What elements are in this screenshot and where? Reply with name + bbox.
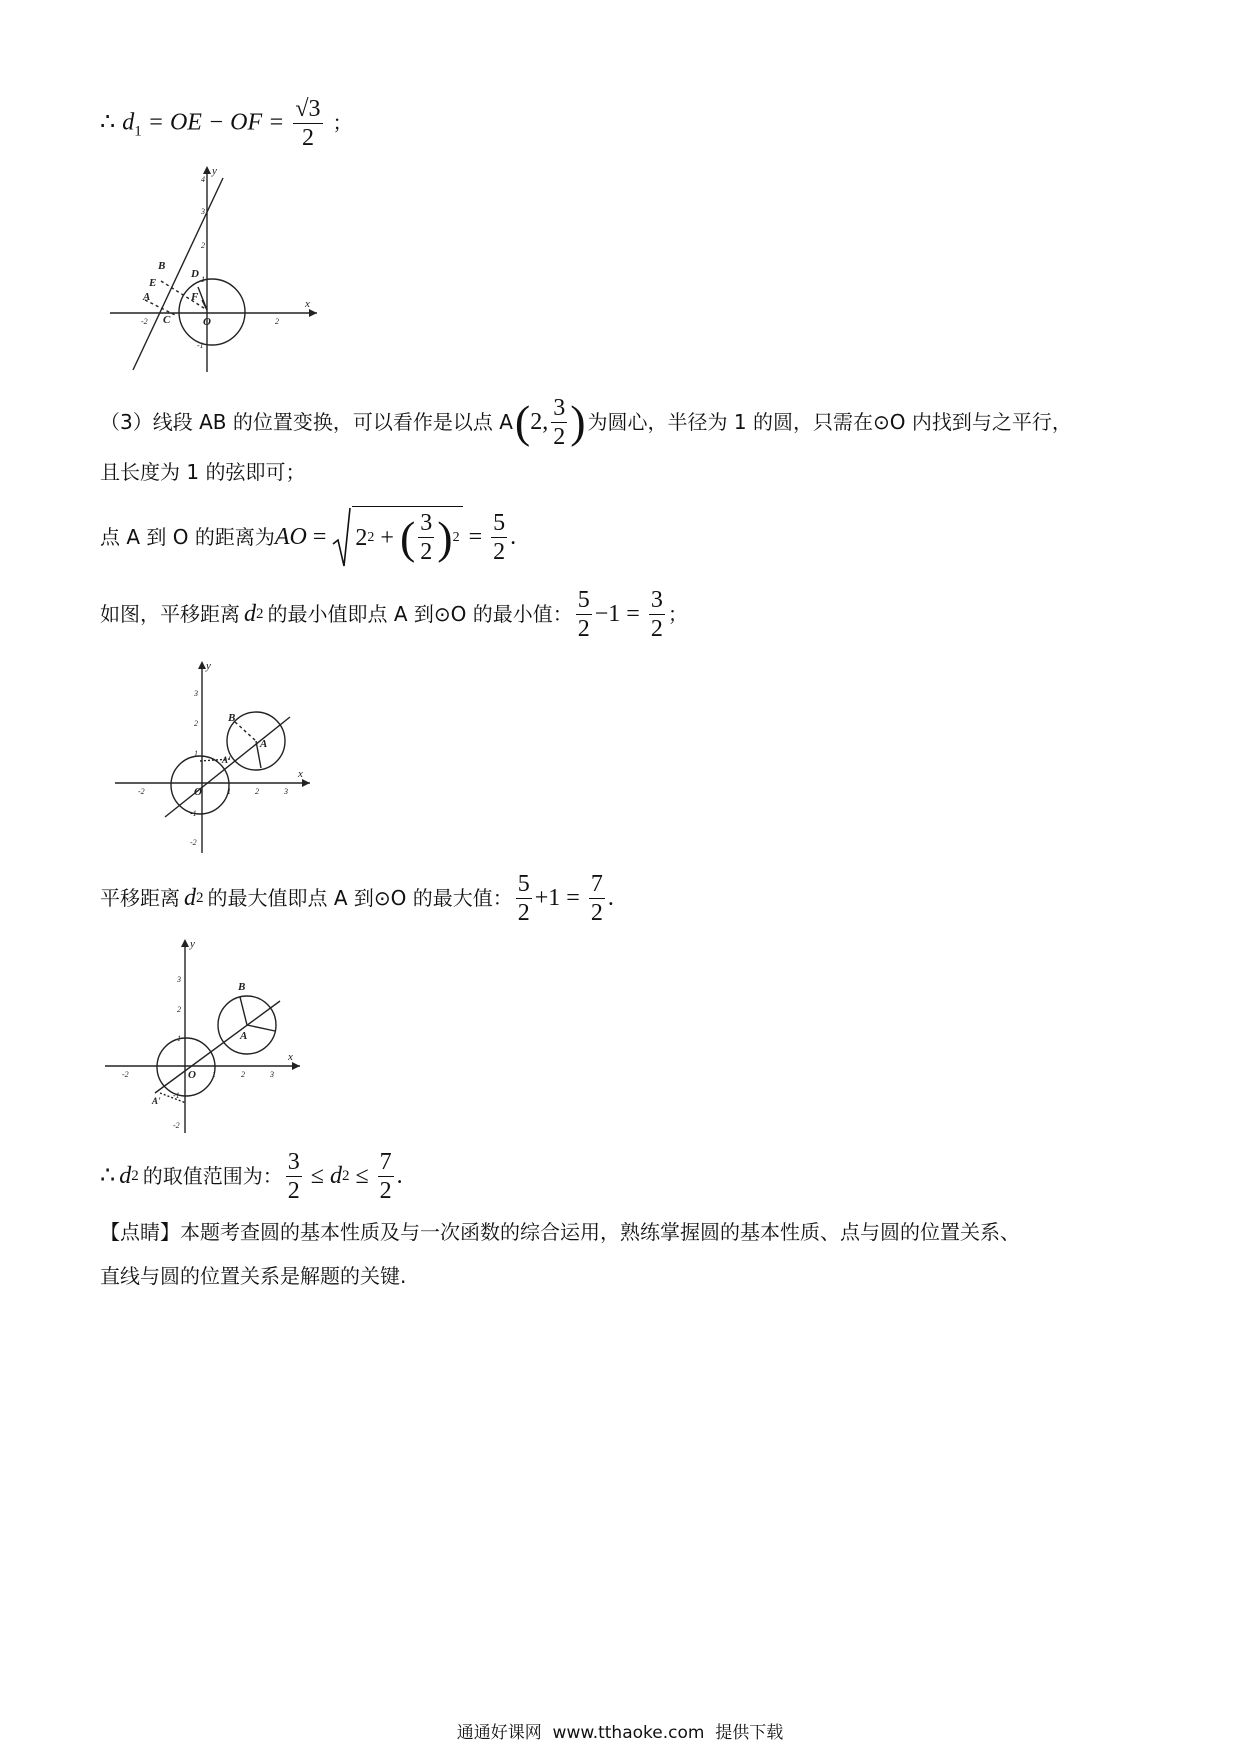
tick-y2: 2 [194,719,198,728]
range-conclusion: ∴ d 2 的取值范围为： $\frac{3}{2}$ ≤ d 2 ≤ $\frac{7}{2}$ . [100,1148,403,1204]
point-e-label: E [149,277,157,289]
y-label: y [206,660,211,672]
tick-y2: 2 [177,1005,181,1014]
point-b-label: B [228,712,236,724]
tick-y1: 1 [201,275,205,284]
circle-o [179,279,245,345]
x-label: x [288,1051,293,1063]
maximum-value-line: 平移距离 d 2 的最大值即点 A 到⊙O 的最大值： $\frac{5}{2}$ +1 = $\frac{7}{2}$ . [100,870,614,926]
tick-xm2: -2 [138,787,145,796]
circle-o [157,1038,215,1096]
radical-sign-icon [332,506,352,568]
tick-y4: 4 [201,175,205,184]
tick-y2: 2 [201,241,205,250]
tick-y3: 3 [201,207,205,216]
comment-line-1: 【点睛】本题考查圆的基本性质及与一次函数的综合运用，熟练掌握圆的基本性质、点与圆的位置关系、 [100,1220,1020,1244]
paragraph-3-continued: 且长度为 1 的弦即可； [100,460,306,484]
tick-xm2: -2 [141,317,148,326]
tick-ym1: -1 [173,1091,180,1100]
sqrt3-over-2: $\frac{√3}{2}$ [295,96,321,151]
point-a-label: A [240,1030,248,1042]
dash-ab [235,722,256,741]
point-aprime-label: A' [152,1096,161,1106]
tick-ym2: -2 [190,838,197,847]
point-aprime-label: A' [222,755,231,765]
tick-ym2: -2 [173,1121,180,1130]
tick-x1: 1 [227,787,231,796]
point-c-label: C [163,314,171,326]
tick-x1: 1 [212,1070,216,1079]
minimum-value-line: 如图，平移距离 d 2 的最小值即点 A 到⊙O 的最小值： $\frac{5}{2}$ −1 = $\frac{3}{2}$ ； [100,586,688,642]
tick-x3: 3 [284,787,288,796]
comment-line-2: 直线与圆的位置关系是解题的关键. [100,1264,407,1288]
tick-x2: 2 [255,787,259,796]
point-a-label: A [260,738,268,750]
figure-3-diagram [100,935,315,1140]
tick-ym1: -1 [197,341,204,350]
point-d-label: D [191,268,199,280]
point-a-label: A [143,291,151,303]
tick-y3: 3 [194,689,198,698]
point-a-coordinates: ( 2, $\frac{3}{2}$ ) [514,394,586,450]
y-label: y [212,165,217,177]
d1-equation: ∴ $d_1$ = OE − OF = $\frac{√3}{2}$ ； [100,96,353,151]
tick-y3: 3 [177,975,181,984]
paragraph-3: （3）线段 AB 的位置变换，可以看作是以点 A ( 2, $\frac{3}{2}$ ) 为圆心，半径为 1 的圆，只需在⊙O 内找到与之平行， [100,394,1072,450]
tick-x2: 2 [241,1070,245,1079]
tick-x3: 3 [270,1070,274,1079]
seg-of [202,300,207,310]
line-oa [155,1001,280,1093]
tick-ym1: -1 [190,809,197,818]
page-footer: 通通好课网 www.tthaoke.com 提供下载 [456,1723,784,1743]
figure-1-diagram [105,160,330,380]
tick-x2: 2 [275,317,279,326]
tick-y1: 1 [194,749,198,758]
origin-label: O [194,786,202,798]
ao-distance-equation: 点 A 到 O 的距离为 AO = 2 2 + ( $\frac{3}{2}$ ) 2 = $\frac{5}{2}$ . [100,505,516,569]
origin-label: O [203,316,211,328]
tick-y1: 1 [177,1034,181,1043]
radius-ab [240,997,247,1025]
y-label: y [190,938,195,950]
square-root: 2 2 + ( $\frac{3}{2}$ ) 2 [332,506,462,568]
x-label: x [305,298,310,310]
line-ab [133,178,223,370]
figure-2-diagram [110,655,320,860]
origin-label: O [188,1069,196,1081]
tick-xm2: -2 [122,1070,129,1079]
point-b-label: B [238,981,246,993]
line-oa [165,717,290,817]
radius-a [247,1025,275,1031]
point-f-label: F [191,291,199,303]
point-b-label: B [158,260,166,272]
x-label: x [298,768,303,780]
